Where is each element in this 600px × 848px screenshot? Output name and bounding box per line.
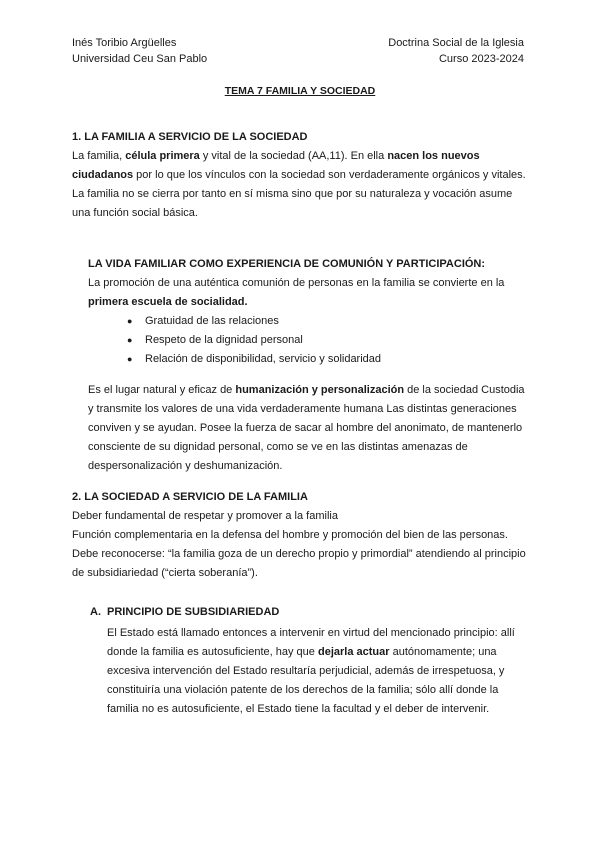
list-item: ● Relación de disponibilidad, servicio y solidaridad	[145, 350, 525, 369]
paragraph	[107, 624, 528, 719]
vida-familiar-paragraph-2	[88, 381, 528, 476]
header-right	[388, 35, 524, 67]
section-1	[72, 128, 528, 223]
vida-familiar-heading: LA VIDA FAMILIAR COMO EXPERIENCIA DE COMUNIÓN Y PARTICIPACIÓN:	[88, 258, 486, 270]
section-2-heading: 2. LA SOCIEDAD A SERVICIO DE LA FAMILIA	[72, 491, 308, 503]
university-name: Universidad Ceu San Pablo	[72, 53, 208, 65]
section-2-line-2: Función complementaria en la defensa del hombre y promoción del bien de las personas. Debe reconocerse: “la familia goza de un derecho propio y primordial” atendiendo al principio de subsidiariedad (“cierta soberanía”).	[72, 529, 526, 579]
section-a-heading	[90, 603, 279, 622]
text-run: por lo que los vínculos con la sociedad son verdaderamente orgánicos y vitales. La familia no se cierra por tanto en sí misma sino que por su naturaleza y vocación asume una función social básica.	[72, 169, 526, 219]
section-2	[72, 488, 528, 583]
text-run: de la sociedad Custodia y transmite los valores de una vida verdaderamente humana Las distintas generaciones conviven y se ayudan. Posee la fuerza de sacar al hombre del anonimato, de mantenerlo consciente de su dignidad personal, como se ve en las distintas amenazas de despersonalización y deshumanización.	[88, 384, 525, 472]
bold-run: humanización y personalización	[235, 384, 405, 396]
list-item: ● Gratuidad de las relaciones	[145, 312, 525, 331]
author-name: Inés Toribio Argüelles	[72, 37, 177, 49]
text-run: La promoción de una auténtica comunión de personas en la familia se convierte en la	[88, 277, 505, 289]
paragraph	[88, 381, 528, 476]
bold-run: célula primera	[125, 150, 200, 162]
text-run: El Estado está llamado entonces a intervenir en virtud del mencionado principio: allí donde la familia es autosuficiente, hay que	[107, 627, 515, 658]
text-run: autónomamente; una excesiva intervención del Estado resultaría perjudicial, además de irrespetuosa, y constituiría una violación patente de los derechos de la familia; sólo allí donde la familia no es autosuficiente, el Estado tiene la facultad y el deber de intervenir.	[107, 646, 505, 715]
text-run: y vital de la sociedad (AA,11). En ella	[199, 150, 388, 162]
section-a-marker: A.	[90, 606, 101, 618]
bold-run: dejarla actuar	[317, 646, 390, 658]
bold-run: primera escuela de socialidad.	[88, 296, 248, 308]
bullet-list	[145, 312, 525, 369]
section-2-line-1: Deber fundamental de respetar y promover a la familia	[72, 510, 338, 522]
vida-familiar-section	[88, 255, 528, 312]
bold-run: nacen los nuevos ciudadanos	[72, 150, 480, 181]
list-item: ● Respeto de la dignidad personal	[145, 331, 525, 350]
document-title: TEMA 7 FAMILIA Y SOCIEDAD	[224, 85, 376, 97]
header-left	[72, 35, 207, 67]
text-run: La familia,	[72, 150, 126, 162]
course-year: Curso 2023-2024	[438, 53, 524, 65]
text-run: Es el lugar natural y eficaz de	[88, 384, 236, 396]
vida-familiar-paragraph	[88, 274, 528, 312]
section-a-paragraph	[107, 624, 528, 719]
section-a-title: PRINCIPIO DE SUBSIDIARIEDAD	[107, 606, 280, 618]
section-1-heading: 1. LA FAMILIA A SERVICIO DE LA SOCIEDAD	[72, 131, 308, 143]
subject-name: Doctrina Social de la Iglesia	[388, 37, 524, 49]
section-1-paragraph	[72, 147, 528, 223]
